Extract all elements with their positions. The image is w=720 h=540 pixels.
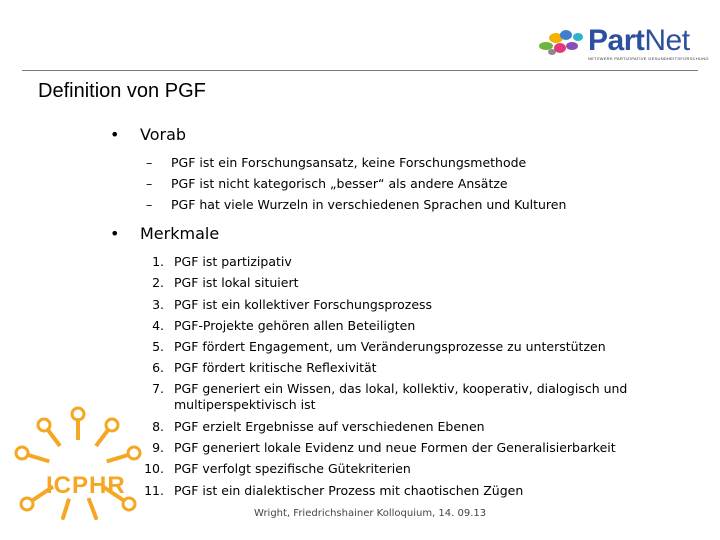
- partnet-bubbles-icon: [538, 28, 588, 58]
- list-item: – PGF ist nicht kategorisch „besser“ als andere Ansätze: [146, 173, 700, 194]
- list-item: 10. PGF verfolgt spezifische Gütekriterien: [144, 461, 411, 477]
- section-vorab: [110, 124, 700, 146]
- list-item: 7. PGF generiert ein Wissen, das lokal, kollektiv, kooperativ, dialogisch und multiperspektivisch ist: [152, 380, 628, 412]
- list-item: – PGF hat viele Wurzeln in verschiedenen Sprachen und Kulturen: [146, 194, 700, 215]
- bullet-dot: •: [110, 125, 120, 144]
- icphr-logo: [8, 400, 148, 525]
- slide-content: [110, 124, 700, 501]
- vorab-list: [110, 152, 700, 215]
- list-item: 6. PGF fördert kritische Reflexivität: [152, 360, 377, 376]
- merkmale-list: [110, 251, 700, 501]
- section-heading: Vorab: [140, 125, 187, 144]
- list-item: 11. PGF ist ein dialektischer Prozess mit chaotischen Zügen: [144, 482, 524, 498]
- list-item: 4. PGF-Projekte gehören allen Beteiligten: [152, 317, 416, 333]
- list-dash: –: [146, 155, 153, 170]
- partnet-wordmark: PartNet: [588, 24, 690, 57]
- list-dash: –: [146, 197, 153, 212]
- list-item: 1. PGF ist partizipativ: [152, 254, 292, 269]
- section-merkmale: [110, 223, 700, 245]
- list-item: – PGF ist ein Forschungsansatz, keine Forschungsmethode: [146, 152, 700, 173]
- list-dash: –: [146, 176, 153, 191]
- list-item: 9. PGF generiert lokale Evidenz und neue Formen der Generalisierbarkeit: [152, 440, 616, 456]
- partnet-tagline: NETZWERK PARTIZIPATIVE GESUNDHEITSFORSCHUNG: [588, 56, 709, 61]
- list-item: 3. PGF ist ein kollektiver Forschungsprozess: [152, 296, 433, 312]
- slide-title: Definition von PGF: [38, 80, 206, 102]
- partnet-logo: [538, 22, 709, 66]
- section-heading: Merkmale: [140, 224, 220, 243]
- list-item: 8. PGF erzielt Ergebnisse auf verschiedenen Ebenen: [152, 418, 485, 434]
- list-item: 5. PGF fördert Engagement, um Veränderungsprozesse zu unterstützen: [152, 339, 606, 355]
- slide-footer: Wright, Friedrichshainer Kolloquium, 14. 09.13: [254, 508, 487, 519]
- icphr-wordmark: ICPHR: [46, 472, 126, 499]
- icphr-network-icon: [8, 400, 148, 525]
- bullet-dot: •: [110, 224, 120, 243]
- header-rule: [22, 70, 698, 71]
- list-item: 2. PGF ist lokal situiert: [152, 275, 299, 291]
